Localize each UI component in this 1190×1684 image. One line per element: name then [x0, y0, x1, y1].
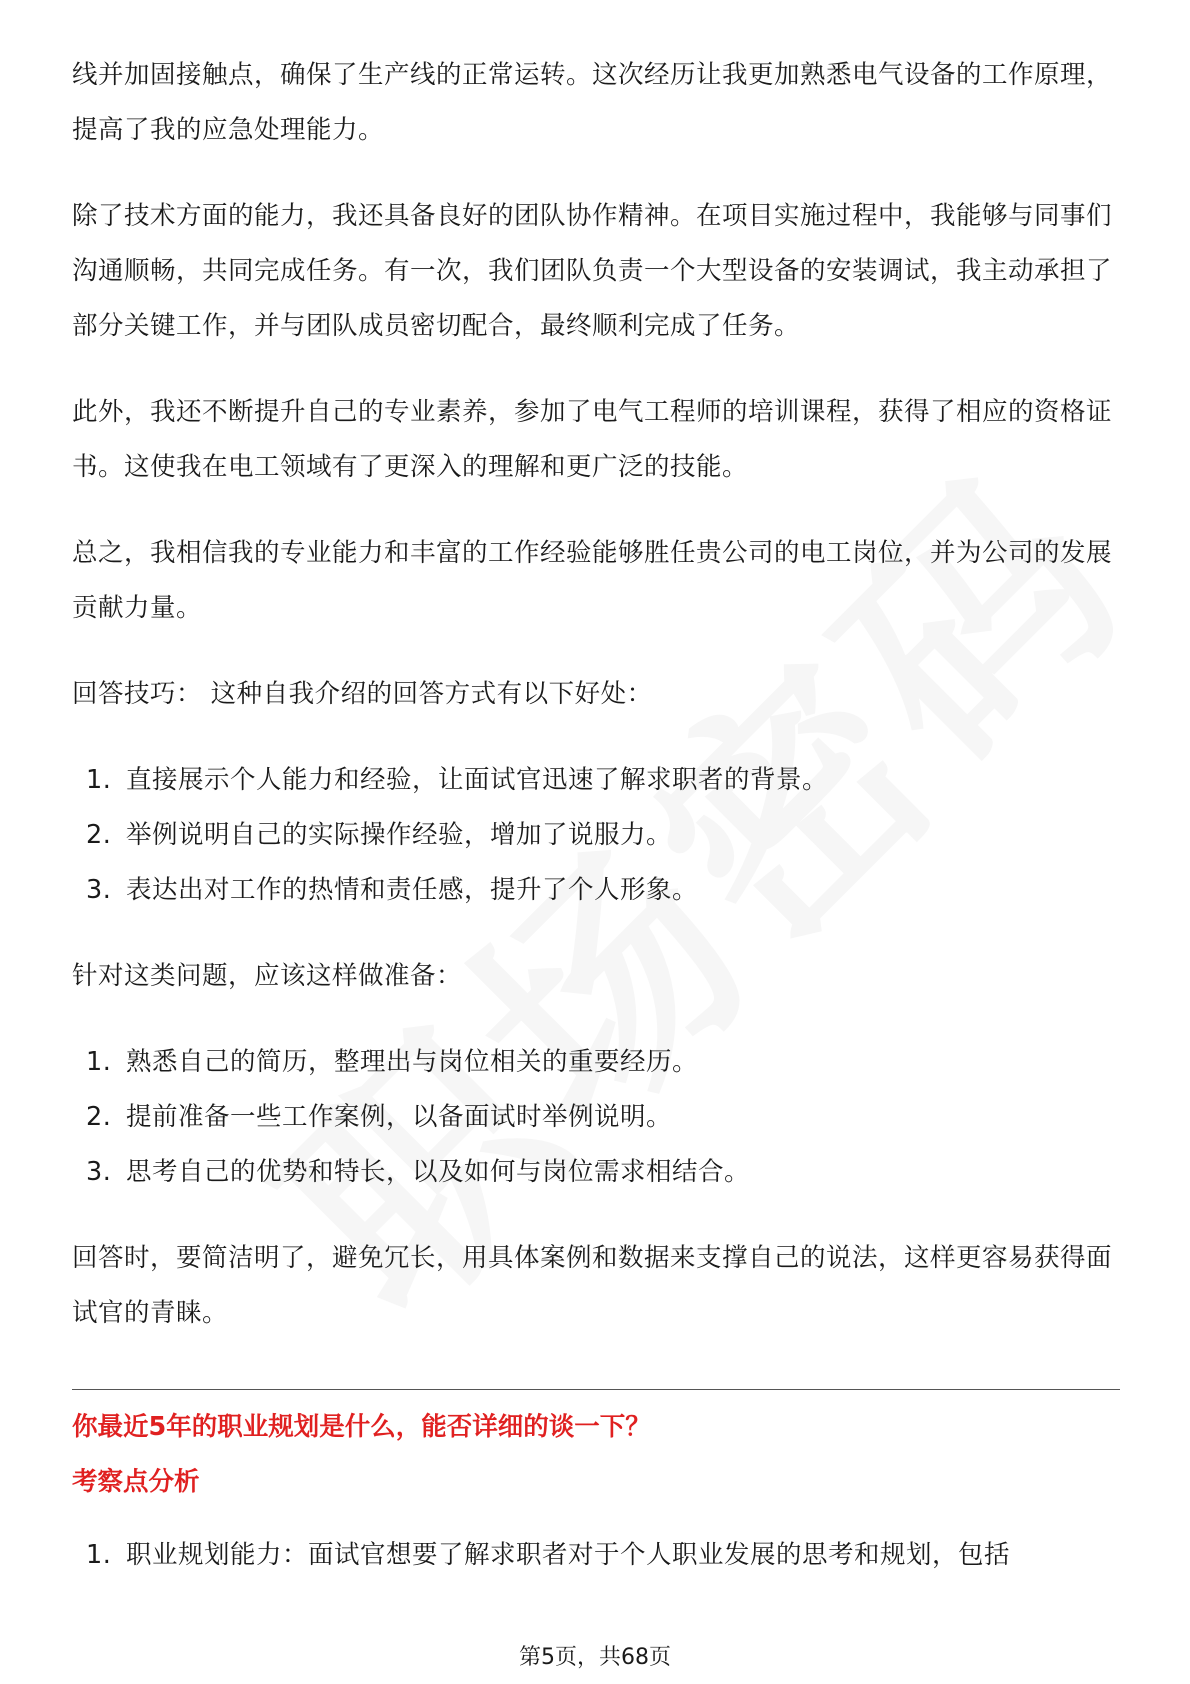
- list-number: 2.: [86, 820, 112, 850]
- tips-list: [72, 753, 1122, 918]
- page-footer: 第5页，共68页: [519, 1645, 671, 1670]
- paragraph-tips-intro: 回答技巧： 这种自我介绍的回答方式有以下好处：: [72, 679, 653, 709]
- list-item: [72, 1145, 1122, 1200]
- list-item: [72, 1528, 1122, 1583]
- list-number: 3.: [86, 1157, 112, 1187]
- list-item-text: 职业规划能力：面试官想要了解求职者对于个人职业发展的思考和规划，包括: [126, 1540, 1011, 1570]
- list-number: 1.: [86, 1540, 112, 1570]
- list-number: 2.: [86, 1102, 112, 1132]
- paragraph-experience-end: 线并加固接触点，确保了生产线的正常运转。这次经历让我更加熟悉电气设备的工作原理，提高了我的应急处理能力。: [72, 60, 1113, 145]
- prep-list: [72, 1035, 1122, 1200]
- paragraph-closing: 回答时，要简洁明了，避免冗长，用具体案例和数据来支撑自己的说法，这样更容易获得面试官的青睐。: [72, 1243, 1113, 1328]
- paragraph-prep-intro: 针对这类问题，应该这样做准备：: [72, 961, 463, 991]
- paragraph-professional-growth: 此外，我还不断提升自己的专业素养，参加了电气工程师的培训课程，获得了相应的资格证书。这使我在电工领域有了更深入的理解和更广泛的技能。: [72, 397, 1113, 482]
- section-divider: [72, 1389, 1120, 1390]
- list-item-text: 举例说明自己的实际操作经验，增加了说服力。: [126, 820, 673, 850]
- list-item: [72, 1035, 1122, 1090]
- list-item: [72, 863, 1122, 918]
- question-heading: 你最近5年的职业规划是什么，能否详细的谈一下？: [72, 1412, 651, 1442]
- list-item-text: 表达出对工作的热情和责任感，提升了个人形象。: [126, 875, 699, 905]
- list-item-text: 熟悉自己的简历，整理出与岗位相关的重要经历。: [126, 1047, 699, 1077]
- list-number: 1.: [86, 1047, 112, 1077]
- paragraph-conclusion: 总之，我相信我的专业能力和丰富的工作经验能够胜任贵公司的电工岗位，并为公司的发展贡献力量。: [72, 538, 1113, 623]
- list-item-text: 提前准备一些工作案例，以备面试时举例说明。: [126, 1102, 673, 1132]
- list-item: [72, 1090, 1122, 1145]
- paragraph-teamwork: 除了技术方面的能力，我还具备良好的团队协作精神。在项目实施过程中，我能够与同事们沟通顺畅，共同完成任务。有一次，我们团队负责一个大型设备的安装调试，我主动承担了部分关键工作，并与团队成员密切配合，最终顺利完成了任务。: [72, 201, 1113, 341]
- page-content: [72, 48, 1122, 1583]
- list-item-text: 思考自己的优势和特长，以及如何与岗位需求相结合。: [126, 1157, 751, 1187]
- analysis-list: [72, 1528, 1122, 1583]
- list-item-text: 直接展示个人能力和经验，让面试官迅速了解求职者的背景。: [126, 765, 829, 795]
- list-item: [72, 753, 1122, 808]
- list-item: [72, 808, 1122, 863]
- list-number: 3.: [86, 875, 112, 905]
- list-number: 1.: [86, 765, 112, 795]
- analysis-heading: 考察点分析: [72, 1467, 200, 1497]
